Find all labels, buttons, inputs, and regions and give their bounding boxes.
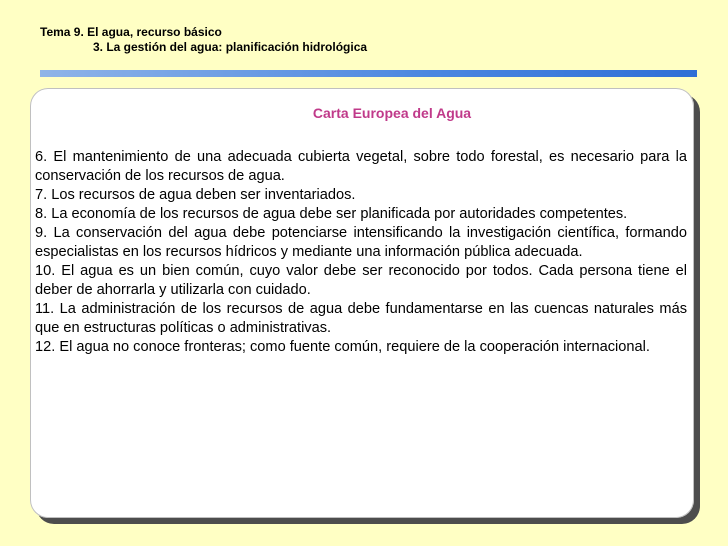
slide-subtitle: 3. La gestión del agua: planificación hidrológica [93, 40, 368, 54]
list-item: 11. La administración de los recursos de agua debe fundamentarse en las cuencas naturales más que en estructuras políticas o administrativas. [35, 301, 687, 336]
list-item: 7. Los recursos de agua deben ser inventariados. [35, 187, 356, 203]
list-item: 8. La economía de los recursos de agua debe ser planificada por autoridades competentes. [35, 206, 628, 222]
accent-bar [40, 70, 697, 77]
list-item: 12. El agua no conoce fronteras; como fuente común, requiere de la cooperación internacional. [35, 339, 650, 355]
list-item: 9. La conservación del agua debe potenciarse intensificando la investigación científica, formando especialistas en los recursos hídricos y mediante una información pública adecuada. [35, 225, 687, 260]
list-item: 10. El agua es un bien común, cuyo valor debe ser reconocido por todos. Cada persona tiene el deber de ahorrarla y utilizarla con cuidado. [35, 263, 687, 298]
card-content [35, 148, 687, 357]
slide-title: Tema 9. El agua, recurso básico [40, 25, 222, 39]
slide-header [40, 25, 367, 55]
list-item: 6. El mantenimiento de una adecuada cubierta vegetal, sobre todo forestal, es necesario para la conservación de los recursos de agua. [35, 149, 687, 184]
card-title: Carta Europea del Agua [312, 105, 472, 121]
